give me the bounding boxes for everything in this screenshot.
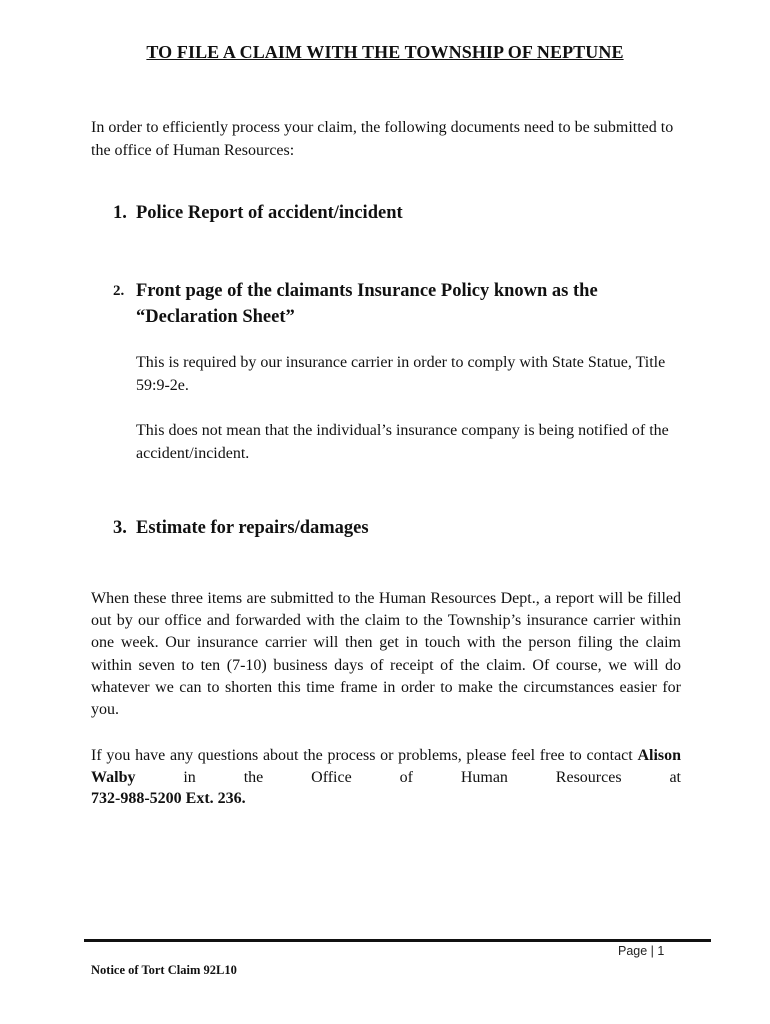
contact-office: in the Office of Human Resources at bbox=[183, 769, 681, 787]
footer-divider bbox=[84, 939, 711, 942]
item2-note-notification: This does not mean that the individual’s insurance company is being notified of the accident/incident. bbox=[136, 422, 669, 462]
process-paragraph: When these three items are submitted to the Human Resources Dept., a report will be filled out by our office and forwarded with the claim to the Township’s insurance carrier within one week. Our insurance carrier will then get in touch with the person filing the claim within seven to ten (7-10) business days of receipt of the claim. Of course, we will do whatever we can to shorten this time frame in order to make the circumstances easier for you. bbox=[91, 590, 681, 719]
list-item-text: Police Report of accident/incident bbox=[136, 203, 403, 223]
list-number: 2. bbox=[113, 283, 125, 299]
list-number: 3. bbox=[113, 518, 127, 538]
list-item-estimate bbox=[113, 515, 683, 541]
footer-note: Notice of Tort Claim 92L10 bbox=[91, 963, 237, 977]
list-item-declaration-sheet bbox=[113, 278, 683, 330]
item2-note-statute: This is required by our insurance carrier in order to comply with State Statue, Title 59:9-2e. bbox=[136, 354, 666, 394]
list-number: 1. bbox=[113, 203, 127, 223]
list-item-text: Estimate for repairs/damages bbox=[136, 518, 369, 538]
page-number: Page | 1 bbox=[618, 944, 665, 958]
contact-paragraph bbox=[91, 745, 681, 789]
list-item-police-report bbox=[113, 200, 683, 226]
list-item-text: Front page of the claimants Insurance Policy known as the “Declaration Sheet” bbox=[136, 281, 598, 327]
contact-text: If you have any questions about the process or problems, please feel free to contact bbox=[91, 747, 633, 764]
intro-paragraph: In order to efficiently process your claim, the following documents need to be submitted to the office of Human Resources: bbox=[91, 119, 674, 159]
contact-name: Alison Walby bbox=[91, 747, 682, 787]
contact-phone: 732-988-5200 Ext. 236. bbox=[91, 790, 246, 807]
document-title: TO FILE A CLAIM WITH THE TOWNSHIP OF NEPTUNE bbox=[146, 42, 624, 62]
